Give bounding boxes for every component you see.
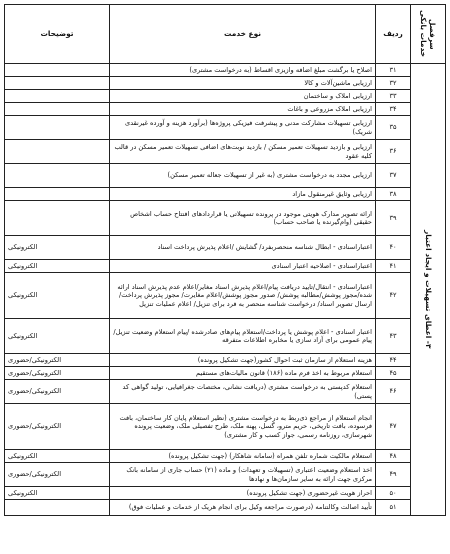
table-row bbox=[5, 404, 446, 450]
service-description: الکترونیکی bbox=[5, 273, 110, 319]
service-description bbox=[5, 103, 110, 116]
table-row bbox=[5, 380, 446, 404]
row-number: ۴۲ bbox=[376, 273, 411, 319]
header-description: توضیحات bbox=[5, 5, 110, 64]
table-row bbox=[5, 164, 446, 188]
service-title: اصلاح یا برگشت مبلغ اضافه وازیزی اقساط (به درخواست مشتری) bbox=[110, 64, 376, 77]
table-row bbox=[5, 500, 446, 516]
service-title: اخذ استعلام وضعیت اعتباری (تسهیلات و تعهدات) و ماده (۲۱) حساب جاری از سامانه بانک مرکزی جهت ارائه به سایر سازمان‌ها و نهادها bbox=[110, 463, 376, 487]
header-section-line1: سرفصل bbox=[428, 18, 437, 50]
service-title: ارزیابی تسهیلات مشارکت مدنی و پیشرفت فیزیکی پروژه‌ها (برآورد هزینه و آورده غیرنقدی شریک) bbox=[110, 116, 376, 140]
service-description: الکترونیکی bbox=[5, 260, 110, 273]
table-row bbox=[5, 273, 446, 319]
service-title: ارزیابی وثایق غیرمنقول مازاد bbox=[110, 188, 376, 201]
header-row-number: ردیف bbox=[376, 5, 411, 64]
table-row bbox=[5, 463, 446, 487]
service-description: الکترونیکی/حضوری bbox=[5, 354, 110, 367]
service-title: استعلام مربوط به اخذ فرم ماده (۱۸۶) قانون مالیات‌های مستقیم bbox=[110, 367, 376, 380]
row-number: ۴۰ bbox=[376, 236, 411, 260]
row-number: ۳۶ bbox=[376, 140, 411, 164]
table-row bbox=[5, 90, 446, 103]
row-number: ۳۲ bbox=[376, 77, 411, 90]
row-number: ۴۸ bbox=[376, 450, 411, 463]
row-number: ۳۹ bbox=[376, 201, 411, 236]
row-number: ۵۰ bbox=[376, 487, 411, 500]
service-description bbox=[5, 188, 110, 201]
table-row bbox=[5, 487, 446, 500]
service-description: الکترونیکی/حضوری bbox=[5, 463, 110, 487]
service-title: تأیید اصالت وکالتنامه (درصورت مراجعه وکیل برای انجام هریک از خدمات و عملیات فوق) bbox=[110, 500, 376, 516]
table-row bbox=[5, 64, 446, 77]
service-title: اعتبار اسنادی - اعلام پوشش یا پرداخت/استعلام پیام‌های صادرشده /پیام استعلام وضعیت تنزیل/پیام عمومی برای آزاد سازی یا مخابره اطلاعات متفرقه bbox=[110, 319, 376, 354]
service-title: ارزیابی و بازدید تسهیلات تعمیر مسکن / بازدید نوبت‌های اضافی تسهیلات تعمیر مسکن در قالب کلیه عقود bbox=[110, 140, 376, 164]
service-title: ارزیابی املاک و ساختمان bbox=[110, 90, 376, 103]
service-description bbox=[5, 164, 110, 188]
table-row bbox=[5, 236, 446, 260]
table-row bbox=[5, 260, 446, 273]
service-description bbox=[5, 64, 110, 77]
header-section bbox=[411, 5, 446, 64]
row-number: ۴۹ bbox=[376, 463, 411, 487]
service-description bbox=[5, 77, 110, 90]
row-number: ۳۴ bbox=[376, 103, 411, 116]
row-number: ۳۳ bbox=[376, 90, 411, 103]
row-number: ۴۱ bbox=[376, 260, 411, 273]
row-number: ۳۷ bbox=[376, 164, 411, 188]
service-title: استعلام کدپستی به درخواست مشتری (دریافت نشانی، مختصات جغرافیایی، تولید گواهی کد پستی) bbox=[110, 380, 376, 404]
row-number: ۴۴ bbox=[376, 354, 411, 367]
services-table bbox=[4, 4, 446, 516]
header-section-line2: خدمات بانکی bbox=[419, 10, 428, 58]
service-description: الکترونیکی bbox=[5, 319, 110, 354]
row-number: ۴۶ bbox=[376, 380, 411, 404]
service-title: اعتباراسنادی - انتقال/تایید دریافت پیام/اعلام پذیرش اسناد مغایر/اعلام عدم پذیرش اسناد ارائه شده/مجوز پوشش/مطالبه پوشش/ صدور مجوز پوشش/اعلام مغایرت/ مجوز پذیرش پرداخت/ ارسال تصویر اسناد/ درخواست شناسه منحصر به فرد برای تنزیل/ اعلام عملیات تنزیل bbox=[110, 273, 376, 319]
service-description: الکترونیکی bbox=[5, 450, 110, 463]
service-description bbox=[5, 140, 110, 164]
table-row bbox=[5, 188, 446, 201]
section-cell bbox=[411, 64, 446, 516]
service-description bbox=[5, 500, 110, 516]
table-row bbox=[5, 140, 446, 164]
row-number: ۳۵ bbox=[376, 116, 411, 140]
service-description: الکترونیکی/حضوری bbox=[5, 380, 110, 404]
row-number: ۴۷ bbox=[376, 404, 411, 450]
service-description bbox=[5, 201, 110, 236]
row-number: ۴۳ bbox=[376, 319, 411, 354]
section-label: ۳- اعطای تسهیلات و ایجاد اعتبار bbox=[424, 230, 434, 349]
service-description bbox=[5, 90, 110, 103]
row-number: ۳۸ bbox=[376, 188, 411, 201]
row-number: ۴۵ bbox=[376, 367, 411, 380]
table-body bbox=[5, 64, 446, 516]
table-row bbox=[5, 201, 446, 236]
header-row bbox=[5, 5, 446, 64]
service-title: ارائه تصویر مدارک هویتی موجود در پرونده تسهیلاتی یا قراردادهای افتتاح حساب اشخاص حقیقی (وام‌گیرنده یا صاحب حساب) bbox=[110, 201, 376, 236]
header-service-type: نوع خدمت bbox=[110, 5, 376, 64]
service-title: استعلام مالکیت شماره تلفن همراه (سامانه شاهکار) (جهت تشکیل پرونده) bbox=[110, 450, 376, 463]
service-title: انجام استعلام از مراجع ذی‌ربط به درخواست مشتری (نظیر استعلام پایان کار ساختمان، بافت فرسوده، بافت تاریخی، حریم مترو، گسل، پهنه ملک، طرح تفصیلی ملک، وضعیت پرونده شهرسازی، روزنامه رسمی، جواز کسب و کار مشتری) bbox=[110, 404, 376, 450]
table-row bbox=[5, 319, 446, 354]
table-row bbox=[5, 450, 446, 463]
service-title: اعتباراسنادی - اصلاحیه اعتبار اسنادی bbox=[110, 260, 376, 273]
table-row bbox=[5, 103, 446, 116]
row-number: ۳۱ bbox=[376, 64, 411, 77]
service-description: الکترونیکی/حضوری bbox=[5, 404, 110, 450]
service-title: اعتباراسنادی - ابطال شناسه منحصربفرد/ گشایش /اعلام پذیرش پرداخت اسناد bbox=[110, 236, 376, 260]
service-title: ارزیابی املاک مزروعی و باغات bbox=[110, 103, 376, 116]
table-row bbox=[5, 367, 446, 380]
service-title: ارزیابی مجدد به درخواست مشتری (به غیر از تسهیلات جعاله تعمیر مسکن) bbox=[110, 164, 376, 188]
table-row bbox=[5, 116, 446, 140]
service-description: الکترونیکی bbox=[5, 236, 110, 260]
service-title: هزینه استعلام از سازمان ثبت احوال کشور(جهت تشکیل پرونده) bbox=[110, 354, 376, 367]
service-description: الکترونیکی bbox=[5, 487, 110, 500]
service-title: ارزیابی ماشین‌آلات و کالا bbox=[110, 77, 376, 90]
table-row bbox=[5, 77, 446, 90]
service-description: الکترونیکی/حضوری bbox=[5, 367, 110, 380]
row-number: ۵۱ bbox=[376, 500, 411, 516]
service-description bbox=[5, 116, 110, 140]
service-title: احراز هویت غیرحضوری (جهت تشکیل پرونده) bbox=[110, 487, 376, 500]
table-row bbox=[5, 354, 446, 367]
